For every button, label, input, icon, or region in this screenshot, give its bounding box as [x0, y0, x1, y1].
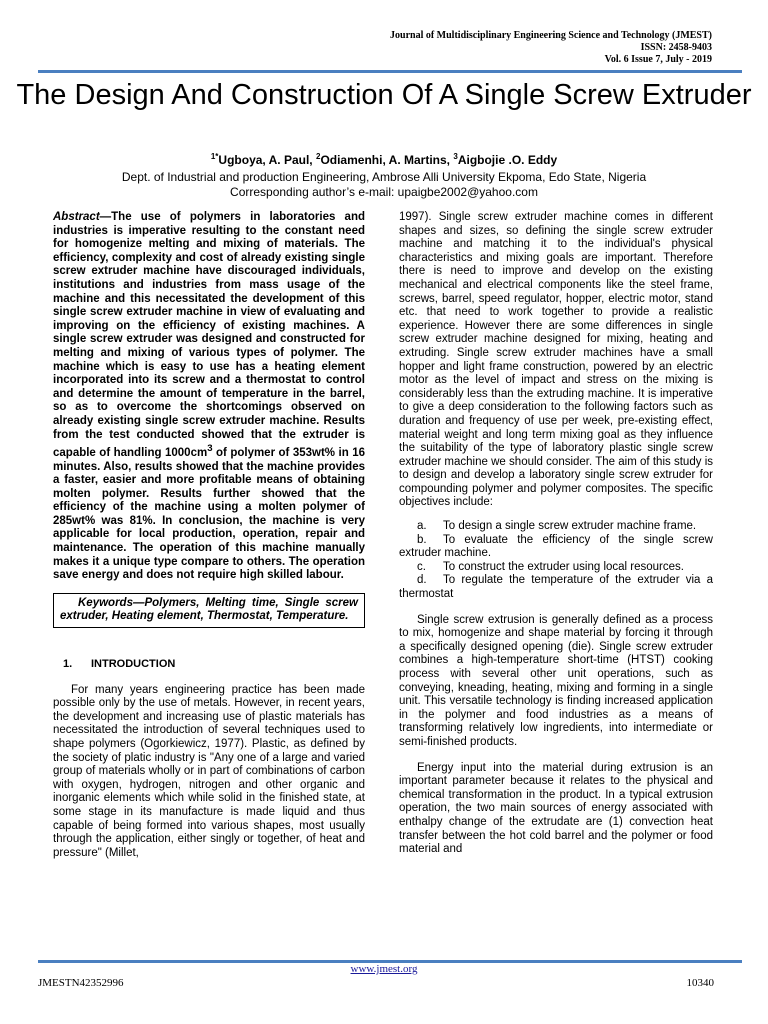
author-3-sup: 3: [453, 152, 458, 161]
journal-issn: ISSN: 2458-9403: [640, 42, 712, 53]
objectives-list: [399, 520, 713, 602]
author-1-sup: 1*: [210, 152, 219, 161]
journal-header: [390, 30, 712, 66]
author-line: [0, 152, 768, 167]
right-column: [399, 211, 713, 857]
abstract-lead: Abstract: [53, 211, 100, 223]
objective-item: [399, 561, 713, 575]
abstract-sup: 3: [207, 443, 213, 455]
objective-text: To evaluate the efficiency of the single screw extruder machine.: [399, 533, 713, 560]
page-number: 10340: [686, 977, 714, 989]
paper-title: The Design And Construction Of A Single Screw Extruder: [16, 79, 752, 111]
objective-item: [399, 574, 713, 601]
right-paragraph-1: 1997). Single screw extruder machine comes in different shapes and sizes, so defining the single screw extruder machine and matching it to the individual's physical characteristics and mixing goals are important. Therefore there is need to improve and develop on the existing mechanical and electrical components like the steel frame, screws, barrel, speed regulator, hopper, electric motor, stand etc. that need to work together to provide a realistic experience. However there are some differences in single screw extruder machine designed for mixing, heating and extruding. Single screw extruder machines have a small hopper and light frame construction, powered by an electric motor as the level of impact and stress on the mixing is considerably less than the extruding machine. It is imperative to give a deep consideration to the following factors such as duration and frequency of use per week, pre-existing effect, material weight and long term mixing goal as they influence the suitability of the type of laboratory plastic single screw extruder machine we should consider. The aim of this study is to design and develop a laboratory single screw extruder for compounding polymer and polymer composites. The specific objectives include:: [399, 211, 713, 509]
abstract-text-2: of polymer of 353wt% in 16 minutes. Also, results showed that the machine provides a faster, easier and more profitable means of obtaining molten polymer. Results further showed that the efficiency of the machine using a molten polymer of 285wt% was 81%. In conclusion, the machine is very applicable for local production, operation, repair and maintenance. The operation of this machine manually makes it a unique type compare to others. The operation save energy and does not require high skilled labour.: [53, 446, 365, 582]
affiliation-block: [0, 170, 768, 200]
objective-text: To design a single screw extruder machine frame.: [443, 520, 697, 533]
objective-label: d.: [417, 574, 427, 587]
section-heading-introduction: [53, 658, 365, 672]
objective-text: To construct the extruder using local resources.: [443, 560, 684, 573]
author-3: Aigbojie .O. Eddy: [457, 153, 558, 167]
objective-text: To regulate the temperature of the extruder via a thermostat: [399, 574, 713, 601]
objective-label: b.: [417, 533, 427, 546]
right-paragraph-3: Energy input into the material during extrusion is an important parameter because it relates to the physical and chemical transformation in the product. In a typical extrusion operation, the two main sources of energy associated with enthalpy change of the extrudate are (1) convection heat transfer between the hot cold barrel and the polymer or food material and: [399, 761, 713, 856]
section-number: 1.: [63, 658, 73, 671]
objective-item: [399, 534, 713, 561]
author-2-sup: 2: [315, 152, 321, 161]
intro-paragraph-1: For many years engineering practice has been made possible only by the use of metals. However, in recent years, the development and increasing use of plastic materials has necessitated the introduction of several techniques used to shape polymers (Ogorkiewicz, 1977). Plastic, as defined by the society of platic industry is "Any one of a large and varied group of materials wholly or in part of combinations of carbon with oxygen, hydrogen, nitrogen and other organic and inorganic elements which while solid in the finished state, at some stage in its manufacture is made liquid and thus capable of being formed into various shapes, most usually through the application, either singly or together, of heat and pressure" (Millet,: [53, 683, 365, 859]
abstract: [53, 211, 365, 583]
author-2: Odiamenhi, A. Martins,: [320, 153, 454, 167]
journal-issue: Vol. 6 Issue 7, July - 2019: [604, 54, 712, 65]
journal-url-link[interactable]: www.jmest.org: [350, 963, 418, 975]
abstract-text-1: —The use of polymers in laboratories and industries is imperative resulting to the constant need for homogenize melting and mixing of materials. The efficiency, complexity and cost of already existing single screw extruder machine have discouraged individuals, institutions and industries from mass usage of the machine and this necessitated the development of this single screw extruder machine in view of evaluating and improving on the efficiency of existing machines. A single screw extruder was designed and constructed for melting and mixing of various types of polymer. The machine which is easy to use has a heating element incorporated into its screw and a thermostat to control and determine the amount of temperature in the barrel, so as to overcome the shortcomings observed on already existing single screw extruder machine. Results from the test conducted showed that the extruder is capable of handling 1000cm: [53, 211, 365, 459]
corresponding-email: Corresponding author’s e-mail: upaigbe2002@yahoo.com: [230, 185, 538, 199]
keywords-box: Keywords—Polymers, Melting time, Single screw extruder, Heating element, Thermostat, Temperature.: [53, 593, 365, 628]
author-1: Ugboya, A. Paul,: [218, 153, 316, 167]
objective-label: c.: [417, 560, 426, 573]
journal-name: Journal of Multidisciplinary Engineering Science and Technology (JMEST): [390, 30, 712, 41]
paper-id: JMESTN42352996: [38, 977, 124, 989]
section-title: INTRODUCTION: [91, 658, 176, 671]
right-paragraph-2: Single screw extrusion is generally defined as a process to mix, homogenize and shape material by forcing it through a specifically designed opening (die). Single screw extruder combines a high-temperature short-time (HTST) cooking process with several other unit operations, such as conveying, kneading, heating, mixing and forming in a single unit. This versatile technology is finding increased application in the polymer and food industries as a means of transforming relatively low ingredients, into intermediate or semi-finished products.: [399, 613, 713, 748]
objective-item: [399, 520, 713, 534]
header-rule: [38, 70, 742, 73]
affiliation: Dept. of Industrial and production Engineering, Ambrose Alli University Ekpoma, Edo State, Nigeria: [121, 170, 647, 184]
objective-label: a.: [417, 520, 427, 533]
left-column: [53, 211, 365, 860]
